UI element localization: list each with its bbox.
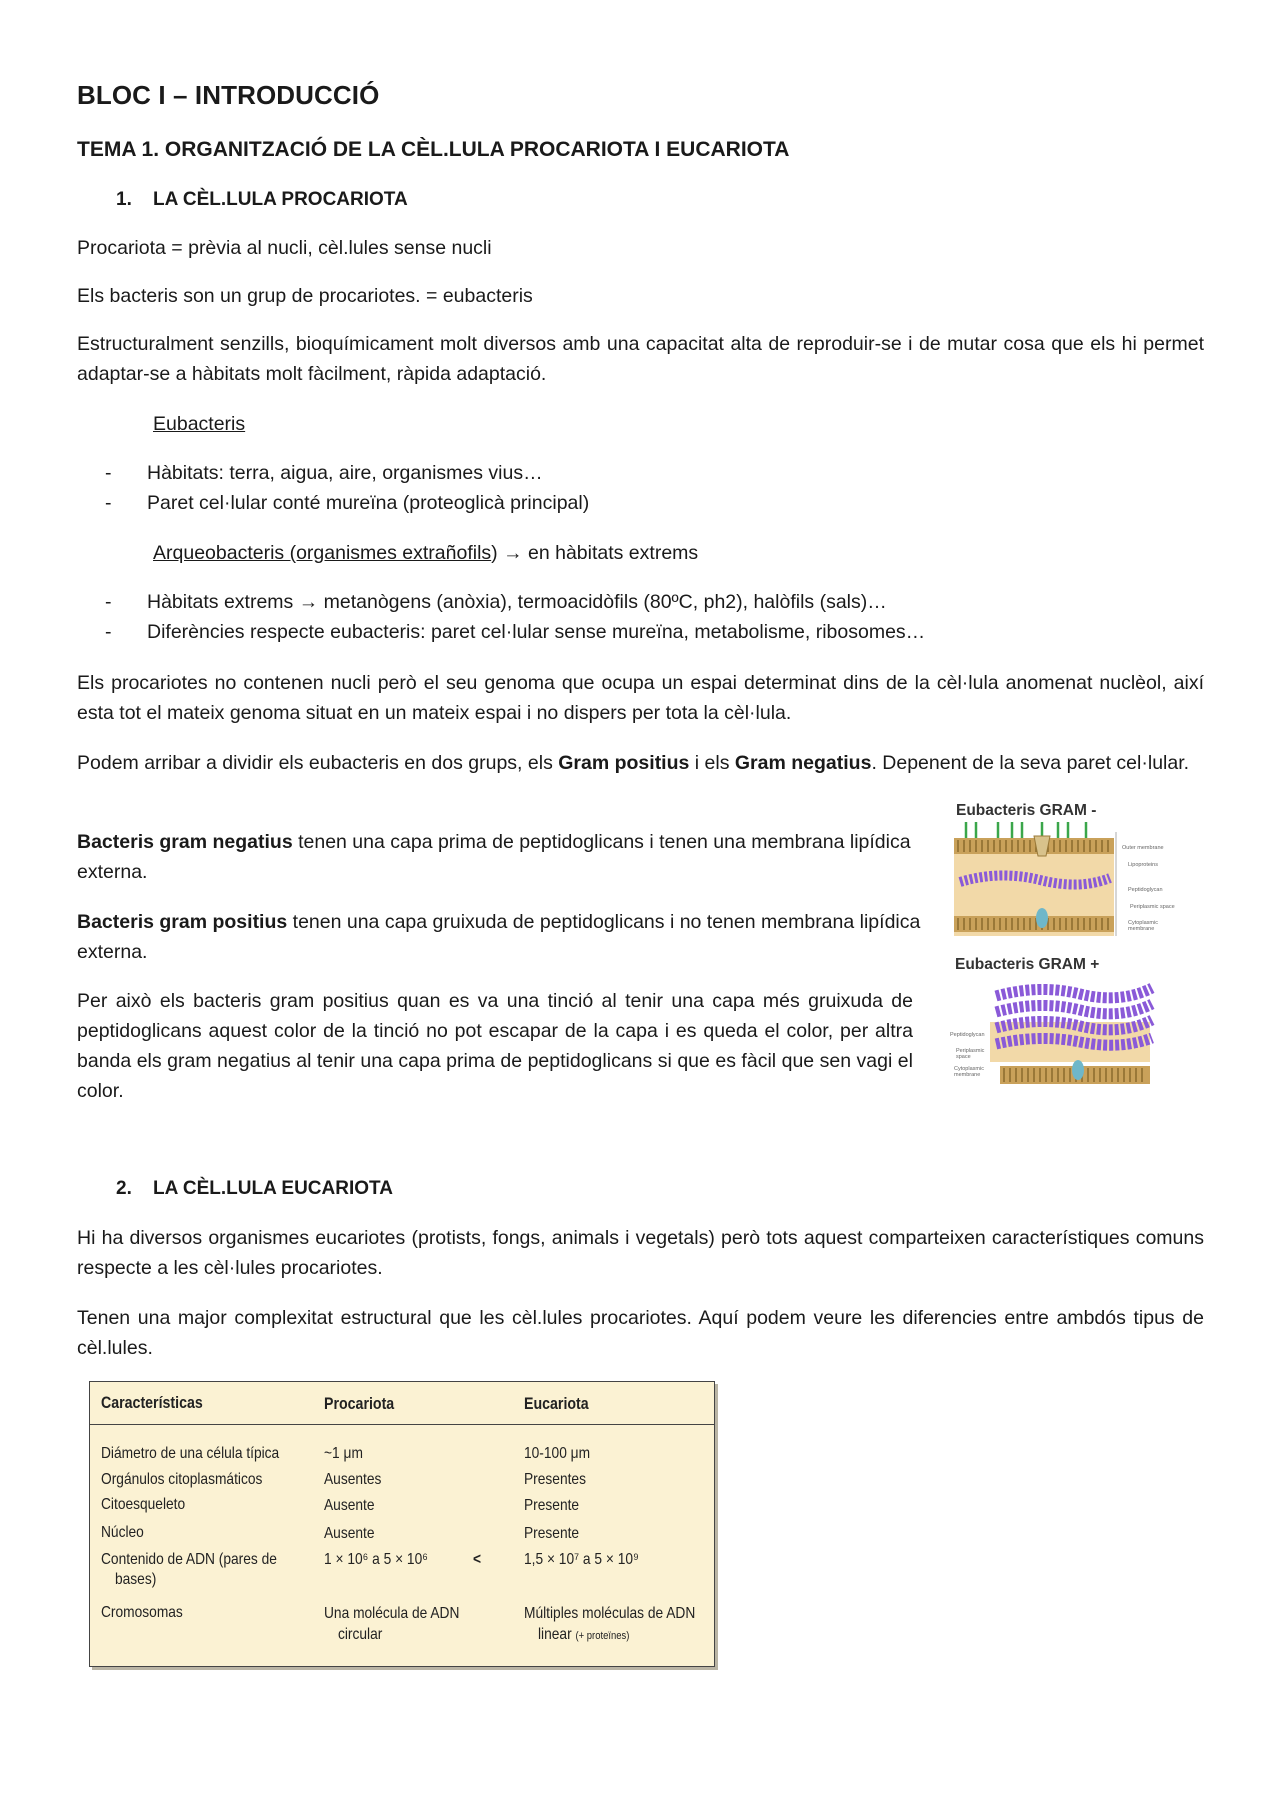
- text-bold: Bacteris gram negatius: [77, 831, 293, 853]
- paragraph: Estructuralment senzills, bioquímicament molt diversos amb una capacitat alta de reproduir-se i de mutar cosa que els hi permet adaptar-se a hàbitats molt fàcilment, ràpida adaptació.: [77, 333, 1204, 385]
- table-cell: circular: [338, 1626, 383, 1643]
- fig-label: Lipoproteins: [1128, 862, 1158, 868]
- fig-label: Outer membrane: [1122, 845, 1164, 851]
- paragraph: Per això els bacteris gram positius quan es va una tinció al tenir una capa més gruixuda de peptidoglicans aquest color de la tinció no pot escapar de la capa i es queda el color, per altra banda els gram negatius al tenir una capa prima de peptidoglicans si que es fàcil que sen vagi el color.: [77, 990, 913, 1102]
- table-header-cell: Eucariota: [524, 1395, 589, 1413]
- paragraph: Els bacteris son un grup de procariotes. = eubacteris: [77, 285, 533, 307]
- table-cell: Ausente: [324, 1497, 375, 1514]
- fig-label: Peptidoglycan: [950, 1032, 985, 1038]
- fig-label: Cytoplasmic membrane: [954, 1066, 984, 1078]
- bullet-list: [105, 458, 1205, 518]
- gram-neg-title: Eubacteris GRAM -: [956, 802, 1097, 819]
- fig-label: Periplasmic space: [956, 1048, 985, 1060]
- text-bold: Bacteris gram positius: [77, 911, 288, 933]
- table-cell: Una molécula de ADN: [324, 1605, 460, 1622]
- bullet-dash: -: [105, 492, 112, 514]
- text-run: i els: [689, 752, 735, 774]
- fig-label: Cytoplasmic membrane: [1128, 920, 1158, 932]
- list-item: [105, 617, 1205, 647]
- text-run: tenen una capa gruixuda de peptidoglicans i no tenen membrana lipídica externa.: [77, 911, 921, 963]
- paragraph: Procariota = prèvia al nucli, cèl.lules sense nucli: [77, 237, 492, 259]
- table-cell: ~1 μm: [324, 1445, 363, 1462]
- list-item: [105, 488, 1205, 518]
- table-cell: Presentes: [524, 1471, 586, 1488]
- section1-number: 1.: [116, 189, 132, 210]
- table-cell: Ausentes: [324, 1471, 382, 1488]
- subheading-arqueobacteris: [153, 538, 698, 568]
- table-cell-text: linear: [538, 1626, 572, 1643]
- list-item-text: Diferències respecte eubacteris: paret cel·lular sense mureïna, metabolisme, ribosomes…: [147, 621, 926, 643]
- section1-title: LA CÈL.LULA PROCARIOTA: [153, 189, 408, 210]
- list-item-text: Hàbitats: terra, aigua, aire, organismes vius…: [147, 462, 543, 484]
- list-item: [105, 587, 1205, 617]
- table-cell: Presente: [524, 1525, 580, 1542]
- text-run: . Depenent de la seva paret cel·lular.: [871, 752, 1190, 774]
- paragraph: Els procariotes no contenen nucli però el seu genoma que ocupa un espai determinat dins de la cèl·lula anomenat nuclèol, així esta tot el mateix genoma situat en un mateix espai i no dispers per tota la cèl·lula.: [77, 672, 1204, 724]
- list-item-text: Paret cel·lular conté mureïna (proteoglicà principal): [147, 492, 590, 514]
- paragraph: Hi ha diversos organismes eucariotes (protists, fongs, animals i vegetals) però tots aquest comparteixen característiques comuns respecte a les cèl·lules procariotes.: [77, 1227, 1204, 1279]
- table-header: [90, 1382, 714, 1425]
- arqueo-heading-underlined: Arqueobacteris (organismes extrañofils: [153, 542, 492, 564]
- arqueo-heading-rest: ) → en hàbitats extrems: [491, 542, 699, 564]
- table-cell: Múltiples moléculas de ADN: [524, 1605, 696, 1622]
- table-cell: Ausente: [324, 1525, 375, 1542]
- list-item: [105, 458, 1205, 488]
- paragraph: [77, 907, 927, 967]
- bullet-dash: -: [105, 591, 112, 613]
- table-cell: Diámetro de una célula típica: [101, 1445, 280, 1462]
- gram-pos-title: Eubacteris GRAM +: [955, 956, 1100, 973]
- table-cell: Contenido de ADN (pares de: [101, 1551, 277, 1568]
- table-cell: Cromosomas: [101, 1604, 183, 1621]
- text-bold: Gram positius: [558, 752, 690, 774]
- table-cell: bases): [115, 1571, 157, 1588]
- text-run: tenen una capa prima de peptidoglicans i tenen una membrana lipídica externa.: [77, 831, 911, 883]
- text-run: Podem arribar a dividir els eubacteris en dos grups, els: [77, 752, 559, 774]
- table-cell: [538, 1626, 629, 1644]
- table-cell-note: (+ proteïnes): [575, 1630, 630, 1642]
- table-cell: 10-100 μm: [524, 1445, 591, 1462]
- subheading-eubacteris: Eubacteris: [153, 413, 246, 435]
- table-header-cell: Procariota: [324, 1395, 395, 1413]
- bullet-list: [105, 587, 1205, 647]
- table-header-cell: Características: [101, 1394, 203, 1412]
- table-cell: 1 × 10⁶ a 5 × 10⁶: [324, 1551, 428, 1568]
- paragraph: Tenen una major complexitat estructural que les cèl.lules procariotes. Aquí podem veure les diferencies entre ambdós tipus de cèl.lules.: [77, 1307, 1204, 1359]
- comparison-table: [89, 1381, 715, 1667]
- topic-title: TEMA 1. ORGANITZACIÓ DE LA CÈL.LULA PROCARIOTA I EUCARIOTA: [77, 138, 790, 161]
- block-title: BLOC I – INTRODUCCIÓ: [77, 80, 380, 110]
- table-cell: Orgánulos citoplasmáticos: [101, 1471, 263, 1488]
- table-cell: Núcleo: [101, 1524, 144, 1541]
- table-cell: 1,5 × 10⁷ a 5 × 10⁹: [524, 1551, 639, 1568]
- gram-pos-diagram: [990, 978, 1160, 1090]
- table-cell: <: [473, 1551, 482, 1568]
- section2-number: 2.: [116, 1178, 132, 1199]
- section2-title: LA CÈL.LULA EUCARIOTA: [153, 1178, 393, 1199]
- gram-figure: [950, 800, 1180, 1090]
- fig-label: Periplasmic space: [1130, 904, 1175, 910]
- list-item-text: Hàbitats extrems → metanògens (anòxia), termoacidòfils (80ºC, ph2), halòfils (sals)…: [147, 591, 887, 613]
- bullet-dash: -: [105, 621, 112, 643]
- paragraph: [77, 748, 1204, 778]
- table-cell: Citoesqueleto: [101, 1496, 186, 1513]
- fig-label: Peptidoglycan: [1128, 887, 1163, 893]
- paragraph: [77, 827, 927, 887]
- table-cell: Presente: [524, 1497, 580, 1514]
- text-bold: Gram negatius: [734, 752, 872, 774]
- bullet-dash: -: [105, 462, 112, 484]
